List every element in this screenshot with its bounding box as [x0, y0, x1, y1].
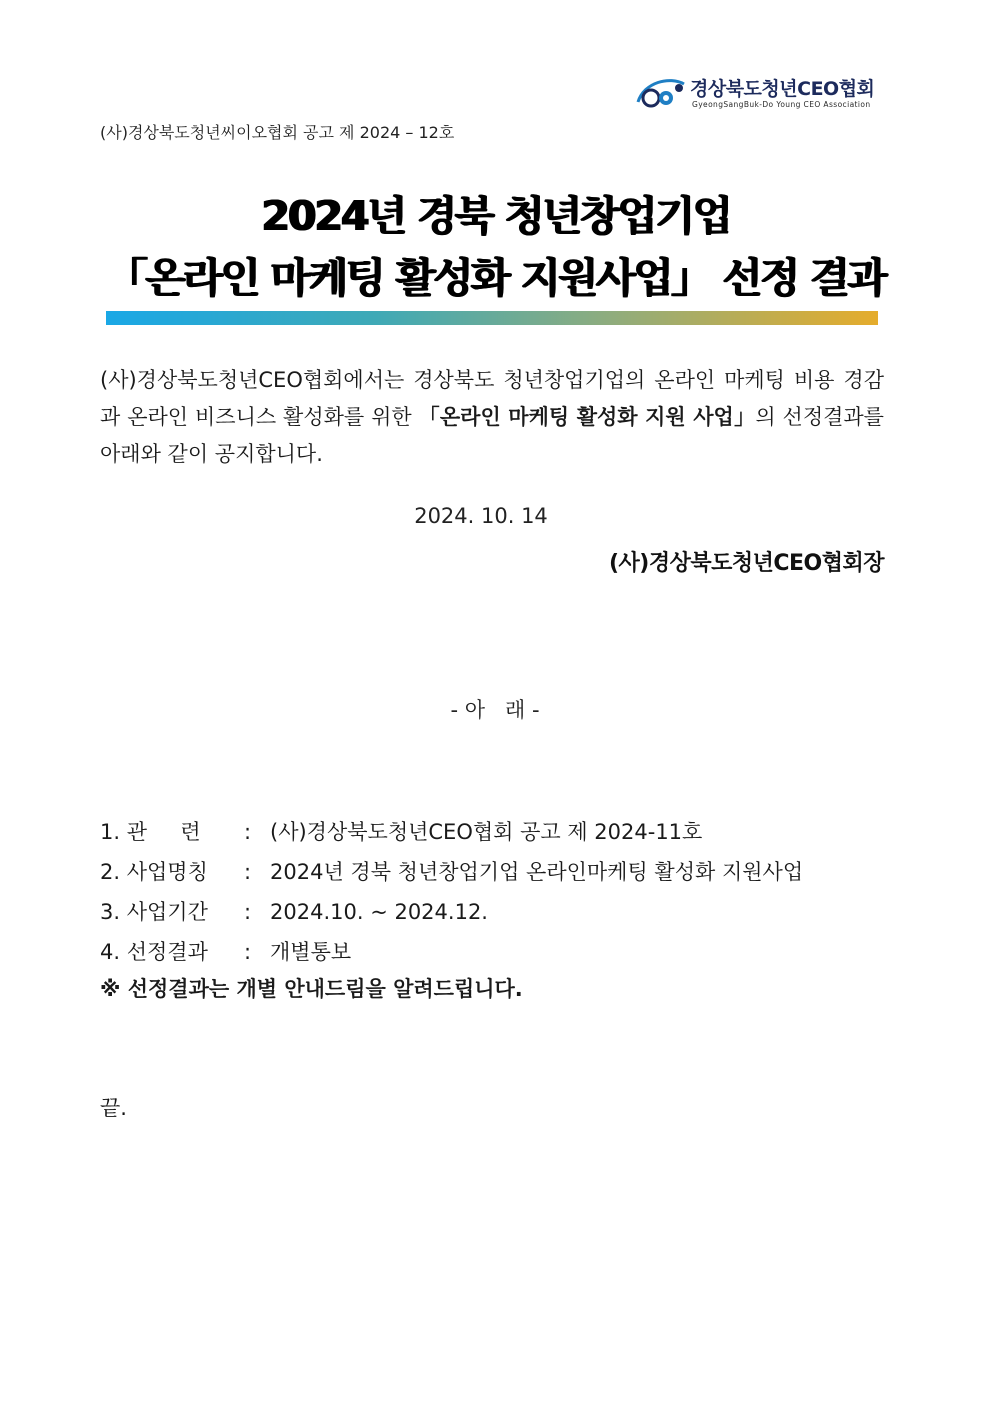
- detail-item: [100, 932, 803, 972]
- end-mark: 끝.: [100, 1096, 127, 1120]
- detail-value: 2024.10. ~ 2024.12.: [270, 900, 488, 924]
- below-heading: - 아 래 -: [450, 698, 540, 722]
- document-title-line1: 2024년 경북 청년창업기업: [261, 192, 731, 240]
- detail-value: 개별통보: [270, 940, 352, 964]
- title-underline-bar: [106, 311, 878, 325]
- signer: (사)경상북도청년CEO협회장: [608, 551, 884, 576]
- intro-program-name: 「온라인 마케팅 활성화 지원 사업」: [418, 405, 756, 429]
- intro-text-after: 의 선정결과를 아래와 같이 공지합니다.: [100, 405, 884, 466]
- logo-name: 경상북도청년CEO협회: [690, 78, 875, 100]
- detail-separator: :: [244, 940, 252, 964]
- selection-note: ※ 선정결과는 개별 안내드림을 알려드립니다.: [100, 977, 523, 1001]
- association-logo: [634, 72, 894, 118]
- detail-value: (사)경상북도청년CEO협회 공고 제 2024-11호: [270, 820, 703, 844]
- detail-item: [100, 812, 803, 852]
- logo-mark-icon: [634, 76, 688, 110]
- detail-separator: :: [244, 820, 252, 844]
- details-list: [100, 812, 803, 1012]
- notice-date: 2024. 10. 14: [414, 504, 548, 528]
- detail-value: 2024년 경북 청년창업기업 온라인마케팅 활성화 지원사업: [270, 860, 804, 884]
- detail-item: [100, 892, 803, 932]
- detail-item: [100, 852, 803, 892]
- document-title-line2: 「온라인 마케팅 활성화 지원사업」 선정 결과: [106, 254, 886, 302]
- detail-label: 4. 선정결과: [100, 940, 208, 964]
- detail-label: 1. 관 련: [100, 820, 201, 844]
- detail-label: 2. 사업명칭: [100, 860, 208, 884]
- detail-separator: :: [244, 900, 252, 924]
- detail-separator: :: [244, 860, 252, 884]
- logo-subtitle: GyeongSangBuk-Do Young CEO Association: [692, 100, 871, 109]
- intro-paragraph: [100, 362, 884, 473]
- intro-text-before: (사)경상북도청년CEO협회에서는 경상북도 청년창업기업의 온라인 마케팅 비용 경감과 온라인 비즈니스 활성화를 위한: [100, 368, 884, 429]
- detail-label: 3. 사업기간: [100, 900, 208, 924]
- notice-number: (사)경상북도청년씨이오협회 공고 제 2024 – 12호: [100, 123, 455, 142]
